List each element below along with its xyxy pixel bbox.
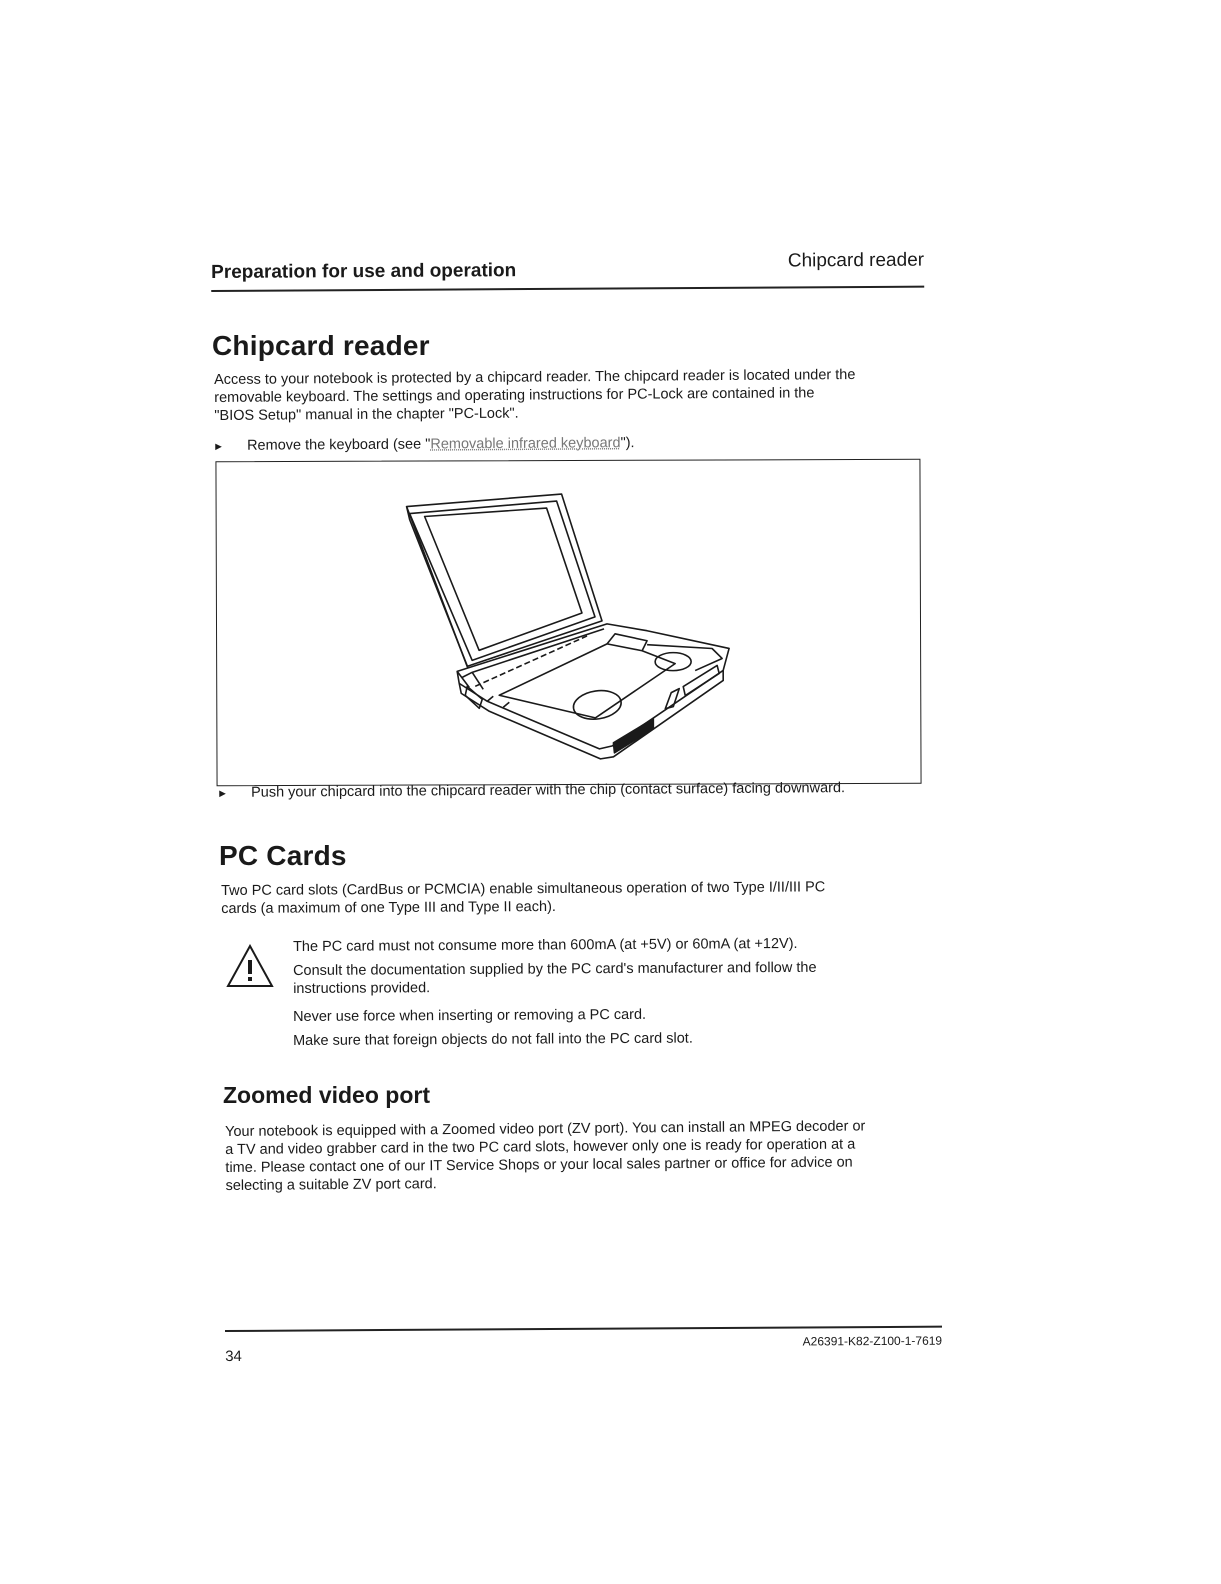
header-rule — [211, 286, 924, 292]
pc-cards-intro — [221, 878, 825, 918]
warning-triangle-icon — [226, 944, 274, 993]
note-line: Never use force when inserting or removing a PC card. — [293, 1006, 647, 1025]
chipcard-intro-line: removable keyboard. The settings and operating instructions for PC-Lock are contained in the — [214, 385, 815, 406]
zv-line: Your notebook is equipped with a Zoomed video port (ZV port). You can install an MPEG decoder or — [225, 1118, 866, 1140]
header-topic: Chipcard reader — [787, 249, 925, 272]
header-section-title: Preparation for use and operation — [211, 260, 517, 283]
pc-card-note — [293, 935, 798, 956]
zv-line: a TV and video grabber card in the two PC card slots, however only one is ready for operation at a — [225, 1136, 856, 1158]
pc-card-note — [293, 959, 817, 998]
chipcard-intro-line: "BIOS Setup" manual in the chapter "PC-Lock". — [214, 405, 519, 424]
bullet-arrow-icon: ► — [213, 440, 224, 453]
chipcard-intro — [214, 366, 856, 425]
note-line: instructions provided. — [293, 980, 431, 997]
zv-line: selecting a suitable ZV port card. — [225, 1176, 437, 1194]
link-removable-keyboard[interactable]: Removable infrared keyboard — [430, 435, 621, 453]
document-code: A26391-K82-Z100-1-7619 — [802, 1333, 943, 1349]
step-text: Push your chipcard into the chipcard reader with the chip (contact surface) facing downward. — [250, 780, 846, 801]
step-remove-keyboard — [213, 435, 635, 454]
bullet-arrow-icon: ► — [217, 787, 229, 800]
notebook-drawing — [216, 460, 920, 785]
chipcard-heading: Chipcard reader — [212, 330, 430, 361]
chipcard-intro-line: Access to your notebook is protected by a chipcard reader. The chipcard reader is located under the — [214, 366, 856, 388]
page-number: 34 — [225, 1347, 242, 1365]
step-text: Remove the keyboard (see " — [246, 436, 431, 454]
pc-cards-intro-line: Two PC card slots (CardBus or PCMCIA) enable simultaneous operation of two Type I/II/III PC — [221, 879, 826, 899]
step-text-end: "). — [620, 435, 635, 452]
notebook-illustration — [215, 459, 921, 786]
zv-heading: Zoomed video port — [223, 1082, 430, 1108]
footer-rule — [225, 1326, 942, 1332]
zv-line: time. Please contact one of our IT Service Shops or your local sales partner or office for advice on — [225, 1154, 853, 1176]
note-line: Consult the documentation supplied by the PC card's manufacturer and follow the — [293, 959, 817, 979]
pc-card-note — [293, 1006, 646, 1026]
pc-card-note — [293, 1030, 693, 1050]
running-header — [211, 248, 924, 292]
pc-cards-intro-line: cards (a maximum of one Type III and Type II each). — [221, 898, 556, 917]
note-line: Make sure that foreign objects do not fall into the PC card slot. — [293, 1030, 693, 1049]
pc-cards-heading: PC Cards — [219, 840, 347, 871]
page-footer — [225, 1326, 942, 1370]
note-line: The PC card must not consume more than 600mA (at +5V) or 60mA (at +12V). — [293, 935, 798, 955]
zv-paragraph — [225, 1117, 866, 1195]
